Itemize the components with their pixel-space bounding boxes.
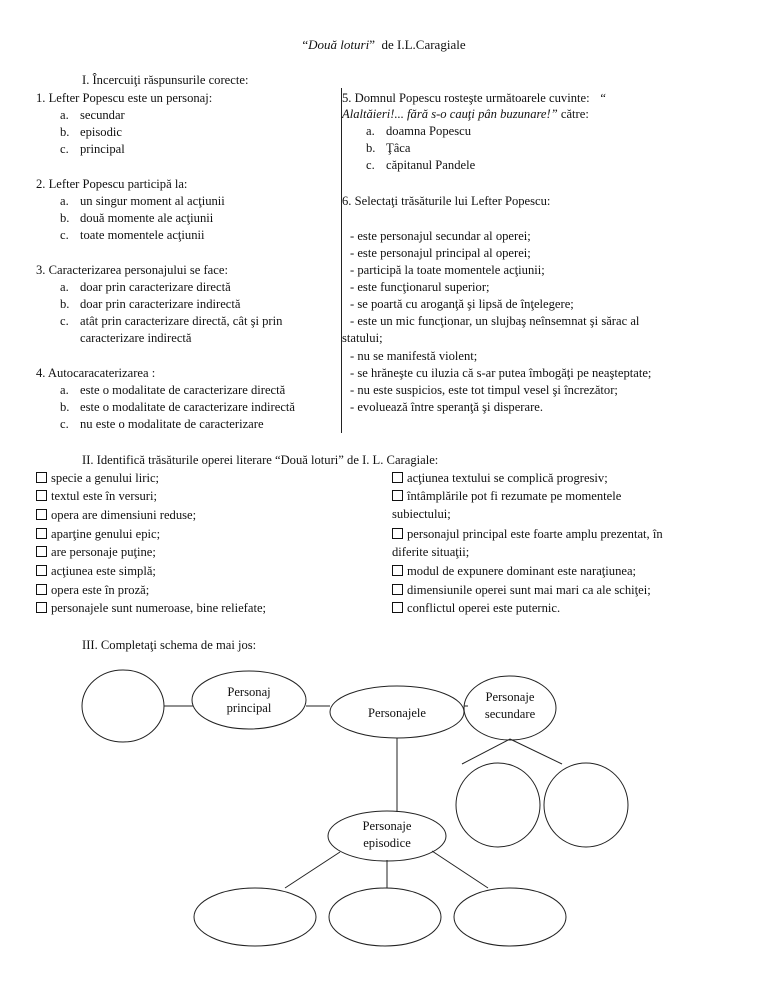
q4-option-b[interactable]: b. este o modalitate de caracterizare indirectă (60, 400, 296, 414)
title-quote-open: “ (302, 37, 309, 52)
q2-option-a[interactable]: a. un singur moment al acţiunii (60, 194, 225, 208)
checkbox-item[interactable]: acţiunea textului se complică progresiv; (392, 470, 608, 486)
question-3: 3. Caracterizarea personajului se face: (36, 263, 228, 277)
section2-heading: II. Identifică trăsăturile operei literare “Două loturi” de I. L. Caragiale: (82, 453, 439, 467)
q6-trait-continued: statului; (342, 331, 383, 345)
checkbox-item[interactable]: acţiunea este simplă; (36, 563, 156, 579)
q4-option-a[interactable]: a. este o modalitate de caracterizare directă (60, 383, 286, 397)
empty-node-secundar-1[interactable] (456, 763, 540, 847)
title-author: de I.L.Caragiale (381, 37, 466, 52)
checkbox-item[interactable]: dimensiunile operei sunt mai mari ca ale schiţei; (392, 582, 651, 598)
node-label: Personaje (362, 819, 412, 833)
connector-line (462, 739, 510, 764)
q5-option-a[interactable]: a. doamna Popescu (366, 124, 471, 138)
question-1: 1. Lefter Popescu este un personaj: (36, 91, 213, 105)
question-5-quote: Alaltăieri!... fără s-o cauţi pân buzunare!” către: (342, 107, 589, 121)
empty-node-episodic-2[interactable] (329, 888, 441, 946)
q5-option-b[interactable]: b. Ţâca (366, 141, 411, 155)
checkbox-item[interactable]: textul este în versuri; (36, 488, 157, 504)
empty-node-secundar-2[interactable] (544, 763, 628, 847)
q6-trait[interactable]: - este funcţionarul superior; (350, 280, 490, 294)
q6-trait[interactable]: - este personajul principal al operei; (350, 246, 531, 260)
q1-option-c[interactable]: c. principal (60, 142, 125, 156)
connector-line (510, 739, 562, 764)
connector-line (285, 852, 340, 888)
checkbox-item[interactable]: opera are dimensiuni reduse; (36, 507, 196, 523)
checkbox-item-continued: diferite situaţii; (392, 545, 470, 559)
q4-option-c[interactable]: c. nu este o modalitate de caracterizare (60, 417, 264, 431)
node-label: Personajele (367, 706, 427, 720)
checkbox-item[interactable]: specie a genului liric; (36, 470, 159, 486)
node-label: episodice (363, 836, 411, 850)
q1-option-b[interactable]: b. episodic (60, 125, 122, 139)
title-quote-close: ” (369, 37, 375, 52)
q3-option-b[interactable]: b. doar prin caracterizare indirectă (60, 297, 241, 311)
q6-trait[interactable]: - nu se manifestă violent; (350, 349, 478, 363)
section1-heading: I. Încercuiţi răspunsurile corecte: (82, 73, 249, 87)
question-6: 6. Selectaţi trăsăturile lui Lefter Popescu: (342, 194, 551, 208)
q6-trait[interactable]: - se hrăneşte cu iluzia că s-ar putea îmbogăţi pe neaşteptate; (350, 366, 652, 380)
connector-line (432, 851, 488, 888)
node-label: secundare (484, 707, 536, 721)
checkbox-item[interactable]: personajele sunt numeroase, bine reliefate; (36, 600, 266, 616)
checkbox-item-continued: subiectului; (392, 507, 451, 521)
checkbox-item[interactable]: personajul principal este foarte amplu prezentat, în (392, 526, 663, 542)
q6-trait[interactable]: - se poartă cu aroganţă şi lipsă de înţelegere; (350, 297, 574, 311)
node-label: principal (226, 701, 272, 715)
q2-option-b[interactable]: b. două momente ale acţiunii (60, 211, 214, 225)
empty-node-episodic-1[interactable] (194, 888, 316, 946)
q6-trait[interactable]: - nu este suspicios, este tot timpul vesel şi încrezător; (350, 383, 618, 397)
checkbox-item[interactable]: întâmplările pot fi rezumate pe momentele (392, 488, 621, 504)
checkbox-item[interactable]: are personaje puţine; (36, 544, 156, 560)
question-4: 4. Autocaracaterizarea : (36, 366, 156, 380)
q6-trait[interactable]: - este un mic funcţionar, un slujbaş neînsemnat şi sărac al (350, 314, 640, 328)
q3-option-c-continued: caracterizare indirectă (80, 331, 192, 345)
checkbox-item[interactable]: conflictul operei este puternic. (392, 600, 560, 616)
q5-option-c[interactable]: c. căpitanul Pandele (366, 158, 476, 172)
node-label: Personaj (227, 685, 271, 699)
checkbox-item[interactable]: opera este în proză; (36, 582, 149, 598)
q2-option-c[interactable]: c. toate momentele acţiunii (60, 228, 205, 242)
node-personaj-principal (192, 671, 306, 729)
q6-trait[interactable]: - participă la toate momentele acţiunii; (350, 263, 545, 277)
checkbox-item[interactable]: modul de expunere dominant este naraţiunea; (392, 563, 636, 579)
node-label: Personaje (485, 690, 535, 704)
checkbox-item[interactable]: aparţine genului epic; (36, 526, 160, 542)
q3-option-c[interactable]: c. atât prin caracterizare directă, cât şi prin (60, 314, 283, 328)
empty-node-left[interactable] (82, 670, 164, 742)
q1-option-a[interactable]: a. secundar (60, 108, 125, 122)
q6-trait[interactable]: - evoluează între speranţă şi disperare. (350, 400, 544, 414)
empty-node-episodic-3[interactable] (454, 888, 566, 946)
q6-trait[interactable]: - este personajul secundar al operei; (350, 229, 531, 243)
q3-option-a[interactable]: a. doar prin caracterizare directă (60, 280, 231, 294)
title-work: Două loturi (308, 37, 370, 52)
question-2: 2. Lefter Popescu participă la: (36, 177, 188, 191)
question-5: 5. Domnul Popescu rosteşte următoarele cuvinte: “ (342, 91, 607, 105)
section3-heading: III. Completaţi schema de mai jos: (82, 638, 257, 652)
